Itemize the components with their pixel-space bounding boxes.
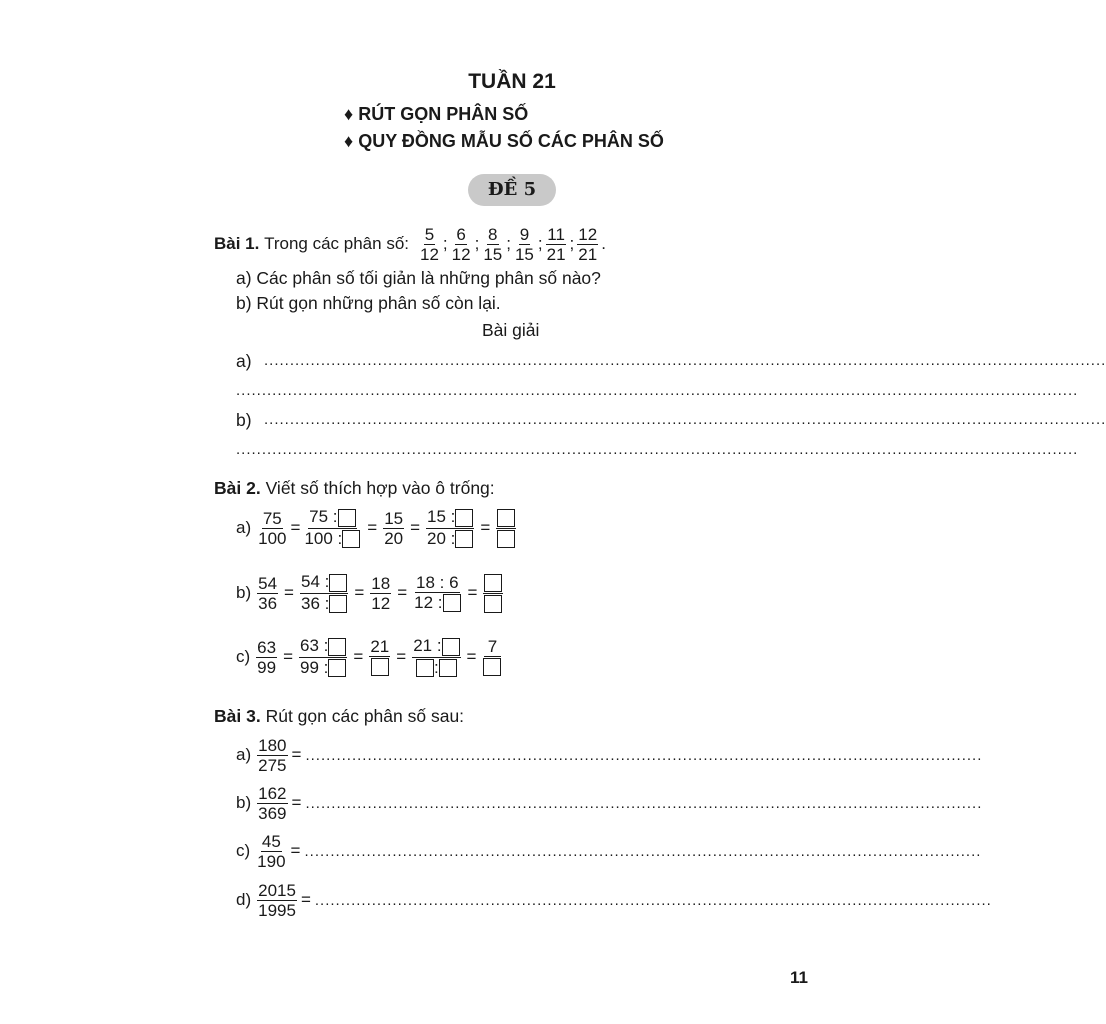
answer-box[interactable] [442,638,460,656]
bai2-row-b: b) $\frac{54}{36}$ = $\frac{54 :}{36 :}$ = $\frac{18}{12}$ = $\frac{18 : 6}{12 :}$ = [236,570,503,616]
answer-box[interactable] [455,509,473,527]
bai1-question-b: b) Rút gọn những phân số còn lại. [236,293,501,313]
fraction-with-blanks: $\frac{75 :}{100 :}$ [303,508,361,548]
exam-label-badge: ĐỀ 5 [468,174,556,206]
fraction-with-blanks: $\frac{18 : 6}{12 :}$ [414,572,459,612]
fraction-with-blanks: $\frac{63 :}{99 :}$ [299,637,347,677]
row-label: c) [236,841,251,860]
answer-box[interactable] [329,595,347,613]
fraction: $\frac{9}{15}$ [514,224,534,264]
fraction-with-blanks: 21 [369,638,390,677]
answer-box[interactable] [342,530,360,548]
answer-box[interactable] [497,530,515,548]
fraction: $\frac{12}{21}$ [578,224,598,264]
topic-text: RÚT GỌN PHÂN SỐ [358,104,529,124]
topic-text: QUY ĐỒNG MẪU SỐ CÁC PHÂN SỐ [358,131,664,151]
fraction: $\frac{75}{100}$ [258,508,287,548]
bai3-item-c: c) $\frac{45}{190}$ = ................................................................................................................................... [236,831,982,871]
answer-line[interactable]: ................................................................................................................................... [314,891,992,909]
row-label: a) [236,518,252,537]
bai2-row-c: c) $\frac{63}{99}$ = $\frac{63 :}{99 :}$ = 21 = $\frac{21 :}{:}$ = 7 [236,634,502,680]
bai3-item-a: a) $\frac{180}{275}$ = ................................................................................................................................... [236,735,983,775]
page-number: 11 [790,968,808,987]
bai3-item-d: d) $\frac{2015}{1995}$ = ................................................................................................................................... [236,880,992,920]
week-title: TUẦN 21 [468,70,556,93]
fraction: $\frac{63}{99}$ [257,637,277,677]
bai2-statement [214,478,495,499]
row-label: c) [236,647,251,666]
answer-line[interactable]: ................................................................................................................................... [305,746,983,764]
fraction: $\frac{162}{369}$ [258,783,287,823]
answer-box[interactable] [328,659,346,677]
answer-a-label: a) [236,351,252,371]
bai1-prompt: Trong các phân số: [264,234,409,253]
bai2-row-a: a) $\frac{75}{100}$ = $\frac{75 :}{100 :}$ = $\frac{15}{20}$ = $\frac{15 :}{20 :}$ = [236,505,516,551]
answer-box[interactable] [439,659,457,677]
answer-box[interactable] [483,658,501,676]
answer-box[interactable] [455,530,473,548]
fraction: $\frac{5}{12}$ [420,224,439,264]
answer-line[interactable]: ................................................................................................................................... [304,842,982,860]
answer-box[interactable] [338,509,356,527]
answer-box[interactable] [329,574,347,592]
answer-line[interactable]: ................................................................................................................................................................... [264,411,1106,428]
row-label: d) [236,890,252,909]
bai3-prompt: Rút gọn các phân số sau: [265,706,465,726]
bai1-label: Bài 1. [214,234,260,253]
answer-box[interactable] [484,574,502,592]
fraction-with-blanks: $\frac{21 :}{:}$ [412,637,460,677]
answer-box[interactable] [371,658,389,676]
diamond-bullet-icon: ♦ [344,131,354,151]
answer-box[interactable] [497,509,515,527]
diamond-bullet-icon: ♦ [344,104,354,124]
fraction: $\frac{15}{20}$ [384,508,404,548]
row-label: a) [236,745,252,764]
blank-fraction [496,508,516,548]
answer-b-label: b) [236,410,252,430]
answer-line[interactable]: ................................................................................................................................... [305,794,983,812]
bai3-item-b: b) $\frac{162}{369}$ = ................................................................................................................................... [236,783,983,823]
fraction: $\frac{8}{15}$ [483,224,503,264]
row-label: b) [236,583,252,602]
answer-box[interactable] [416,659,434,677]
solution-heading: Bài giải [482,320,540,340]
fraction: $\frac{2015}{1995}$ [258,880,296,920]
answer-box[interactable] [484,595,502,613]
topic-1 [344,104,528,125]
fraction: $\frac{180}{275}$ [258,735,287,775]
fraction: $\frac{6}{12}$ [451,224,471,264]
bai3-label: Bài 3. [214,706,261,726]
fraction: $\frac{18}{12}$ [371,573,391,613]
fraction-with-blanks: 7 [482,638,502,677]
bai1-statement: Bài 1. Trong các phân số: $\frac{5}{12}$ ; $\frac{6}{12}$ ; $\frac{8}{15}$ ; $\frac{9}{15}$ ; $\frac{11}{21}$ ; $\frac{12}{21}$ . [214,224,606,264]
answer-line[interactable]: ................................................................................................................................................................... [264,352,1106,369]
bai3-statement [214,706,464,727]
topic-2 [344,131,664,152]
bai2-prompt: Viết số thích hợp vào ô trống: [265,478,495,498]
bai2-label: Bài 2. [214,478,261,498]
answer-line[interactable]: ................................................................................................................................................................... [236,441,1079,458]
bai1-question-a: a) Các phân số tối giản là những phân số nào? [236,268,601,288]
fraction: $\frac{54}{36}$ [258,573,278,613]
answer-box[interactable] [328,638,346,656]
fraction-with-blanks: $\frac{54 :}{36 :}$ [300,573,348,613]
answer-box[interactable] [443,594,461,612]
fraction: $\frac{11}{21}$ [546,224,566,264]
row-label: b) [236,793,252,812]
fraction: $\frac{45}{190}$ [257,831,286,871]
blank-fraction [483,573,503,613]
answer-line[interactable]: ................................................................................................................................................................... [236,382,1079,399]
fraction-with-blanks: $\frac{15 :}{20 :}$ [426,508,474,548]
